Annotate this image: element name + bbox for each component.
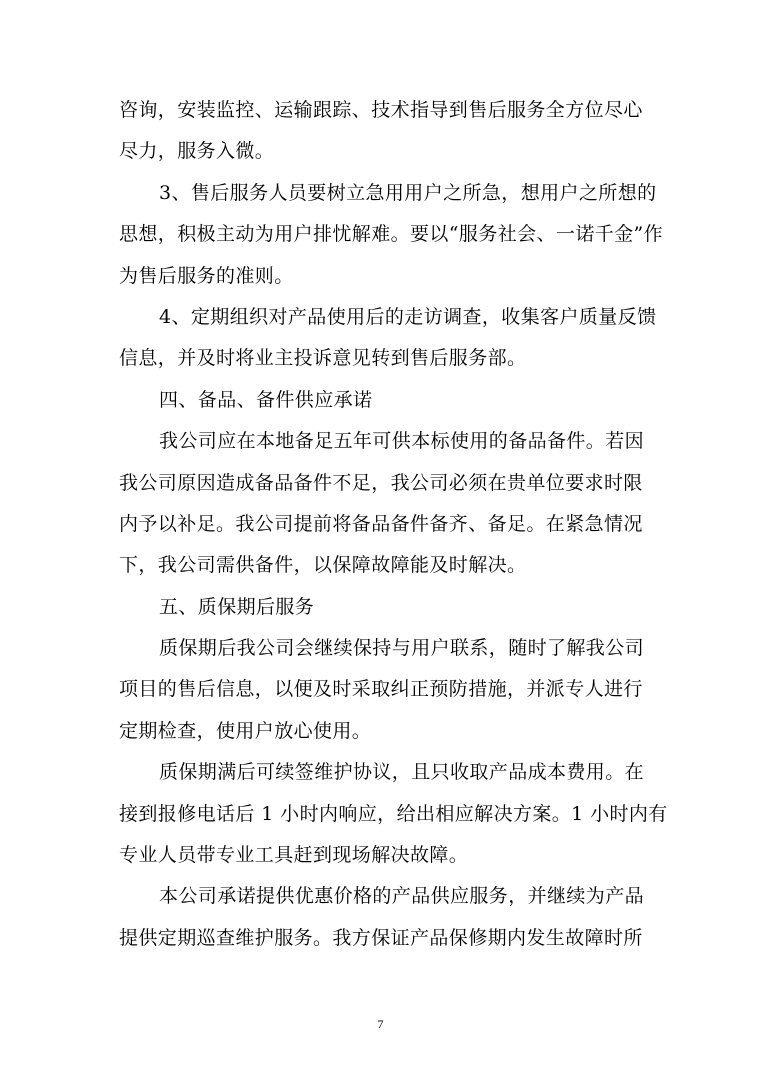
text-line: 我公司原因造成备品备件不足，我公司必须在贵单位要求时限 (119, 471, 643, 494)
text-line: 咨询，安装监控、运输跟踪、技术指导到售后服务全方位尽心 (119, 99, 643, 121)
text-line: 为售后服务的准则。 (119, 264, 294, 287)
paragraph-start: 我公司应在本地备足五年可供本标使用的备品备件。若因 (159, 430, 645, 453)
text-line: 提供定期巡查维护服务。我方保证产品保修期内发生故障时所 (119, 926, 643, 949)
paragraph-start: 质保期满后可续签维护协议，且只收取产品成本费用。在 (159, 761, 645, 784)
text-line: 专业人员带专业工具赶到现场解决故障。 (119, 844, 469, 867)
text-line: 项目的售后信息，以便及时采取纠正预防措施，并派专人进行 (119, 678, 643, 701)
text-line: 尽力，服务入微。 (119, 140, 275, 163)
text-line: 定期检查，使用户放心使用。 (119, 719, 372, 742)
text-line: 信息，并及时将业主投诉意见转到售后服务部。 (119, 347, 527, 370)
paragraph-start: 本公司承诺提供优惠价格的产品供应服务，并继续为产品 (159, 885, 645, 908)
text-line: 接到报修电话后 1 小时内响应，给出相应解决方案。1 小时内有 (119, 802, 668, 825)
text-line: 下，我公司需供备件，以保障故障能及时解决。 (119, 554, 527, 577)
text-line: 内予以补足。我公司提前将备品备件备齐、备足。在紧急情况 (119, 512, 643, 535)
section-heading: 四、备品、备件供应承诺 (159, 388, 373, 411)
text-line: 思想，积极主动为用户排忧解难。要以“服务社会、一诺千金”作 (119, 223, 664, 246)
document-body (119, 90, 668, 959)
paragraph-start: 3、售后服务人员要树立急用用户之所急，想用户之所想的 (159, 181, 657, 204)
section-heading: 五、质保期后服务 (159, 595, 315, 618)
paragraph-start: 质保期后我公司会继续保持与用户联系，随时了解我公司 (159, 637, 645, 660)
paragraph-start: 4、定期组织对产品使用后的走访调查，收集客户质量反馈 (159, 305, 657, 328)
page-number: 7 (377, 1017, 384, 1031)
